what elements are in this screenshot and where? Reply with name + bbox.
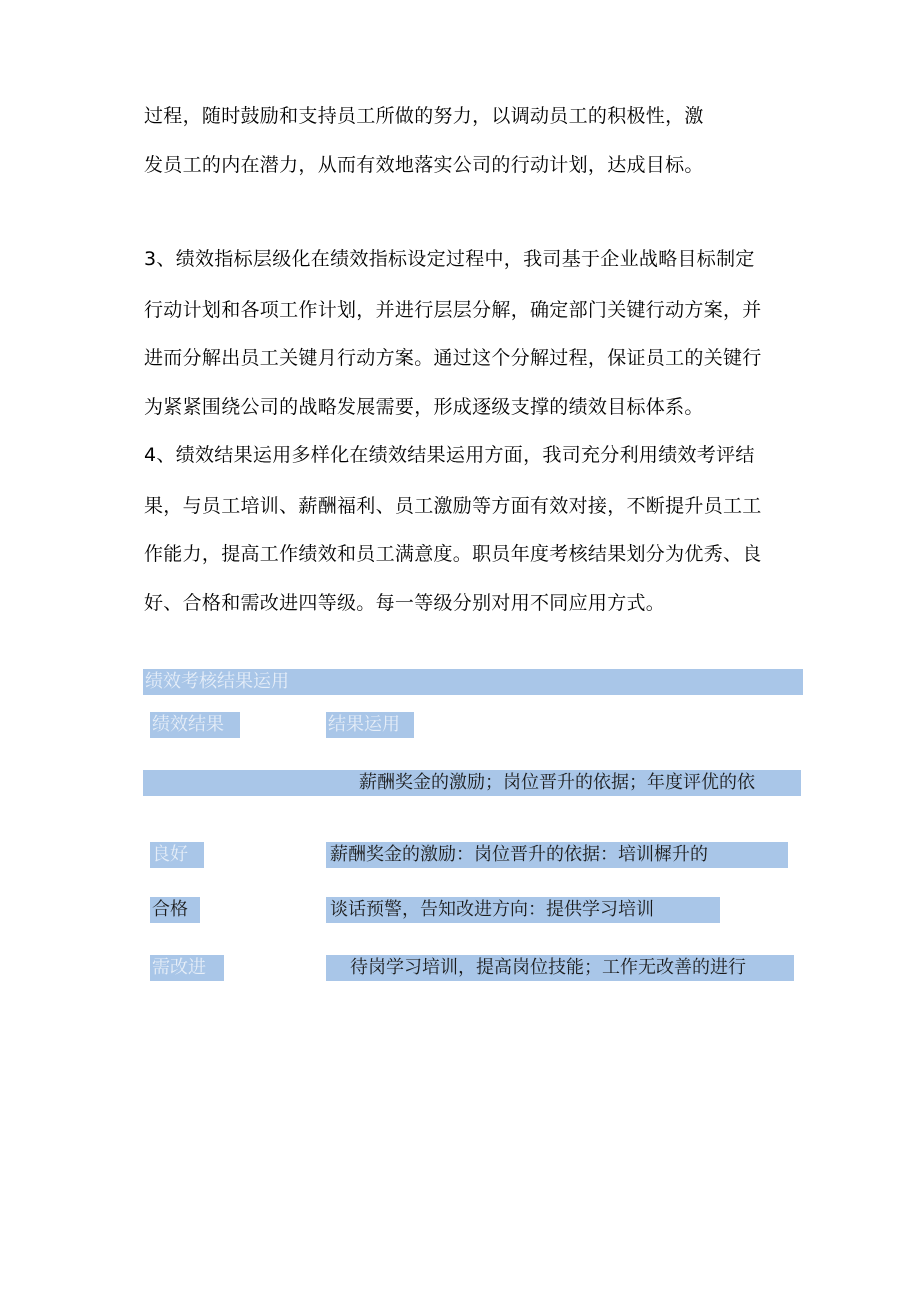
table-cell-usage: 谈话预警，告知改进方向：提供学习培训 [326, 897, 720, 923]
table-row: 薪酬奖金的激励；岗位晋升的依据；年度评优的依 [143, 770, 801, 796]
paragraph-line: 果，与员工培训、薪酬福利、员工激励等方面有效对接，不断提升员工工 [144, 495, 762, 517]
paragraph-line: 为紧紧围绕公司的战略发展需要，形成逐级支撑的绩效目标体系。 [144, 396, 704, 418]
paragraph-line: 进而分解出员工关键月行动方案。通过这个分解过程，保证员工的关键行 [144, 347, 762, 369]
table-cell-usage: 待岗学习培训，提高岗位技能；工作无改善的进行 [326, 955, 794, 981]
table-cell-grade: 良好 [150, 842, 204, 868]
paragraph-line: 好、合格和需改进四等级。每一等级分别对用不同应用方式。 [144, 592, 666, 614]
table-header-grade: 绩效结果 [150, 712, 240, 738]
paragraph-line: 3、绩效指标层级化在绩效指标设定过程中，我司基于企业战略目标制定 [144, 248, 755, 270]
paragraph-line: 4、绩效结果运用多样化在绩效结果运用方面，我司充分利用绩效考评结 [144, 444, 755, 466]
table-cell-grade: 需改进 [150, 955, 224, 981]
paragraph-line: 作能力，提高工作绩效和员工满意度。职员年度考核结果划分为优秀、良 [144, 543, 762, 565]
table-cell-grade: 合格 [150, 897, 200, 923]
paragraph-line: 过程，随时鼓励和支持员工所做的努力，以调动员工的积极性，激 [144, 105, 704, 127]
table-header-usage: 结果运用 [326, 712, 414, 738]
table-title: 绩效考核结果运用 [143, 669, 803, 695]
paragraph-line: 行动计划和各项工作计划，并进行层层分解，确定部门关键行动方案，并 [144, 299, 762, 321]
table-cell-usage: 薪酬奖金的激励：岗位晋升的依据：培训樨升的 [326, 842, 788, 868]
paragraph-line: 发员工的内在潜力，从而有效地落实公司的行动计划，达成目标。 [144, 154, 704, 176]
